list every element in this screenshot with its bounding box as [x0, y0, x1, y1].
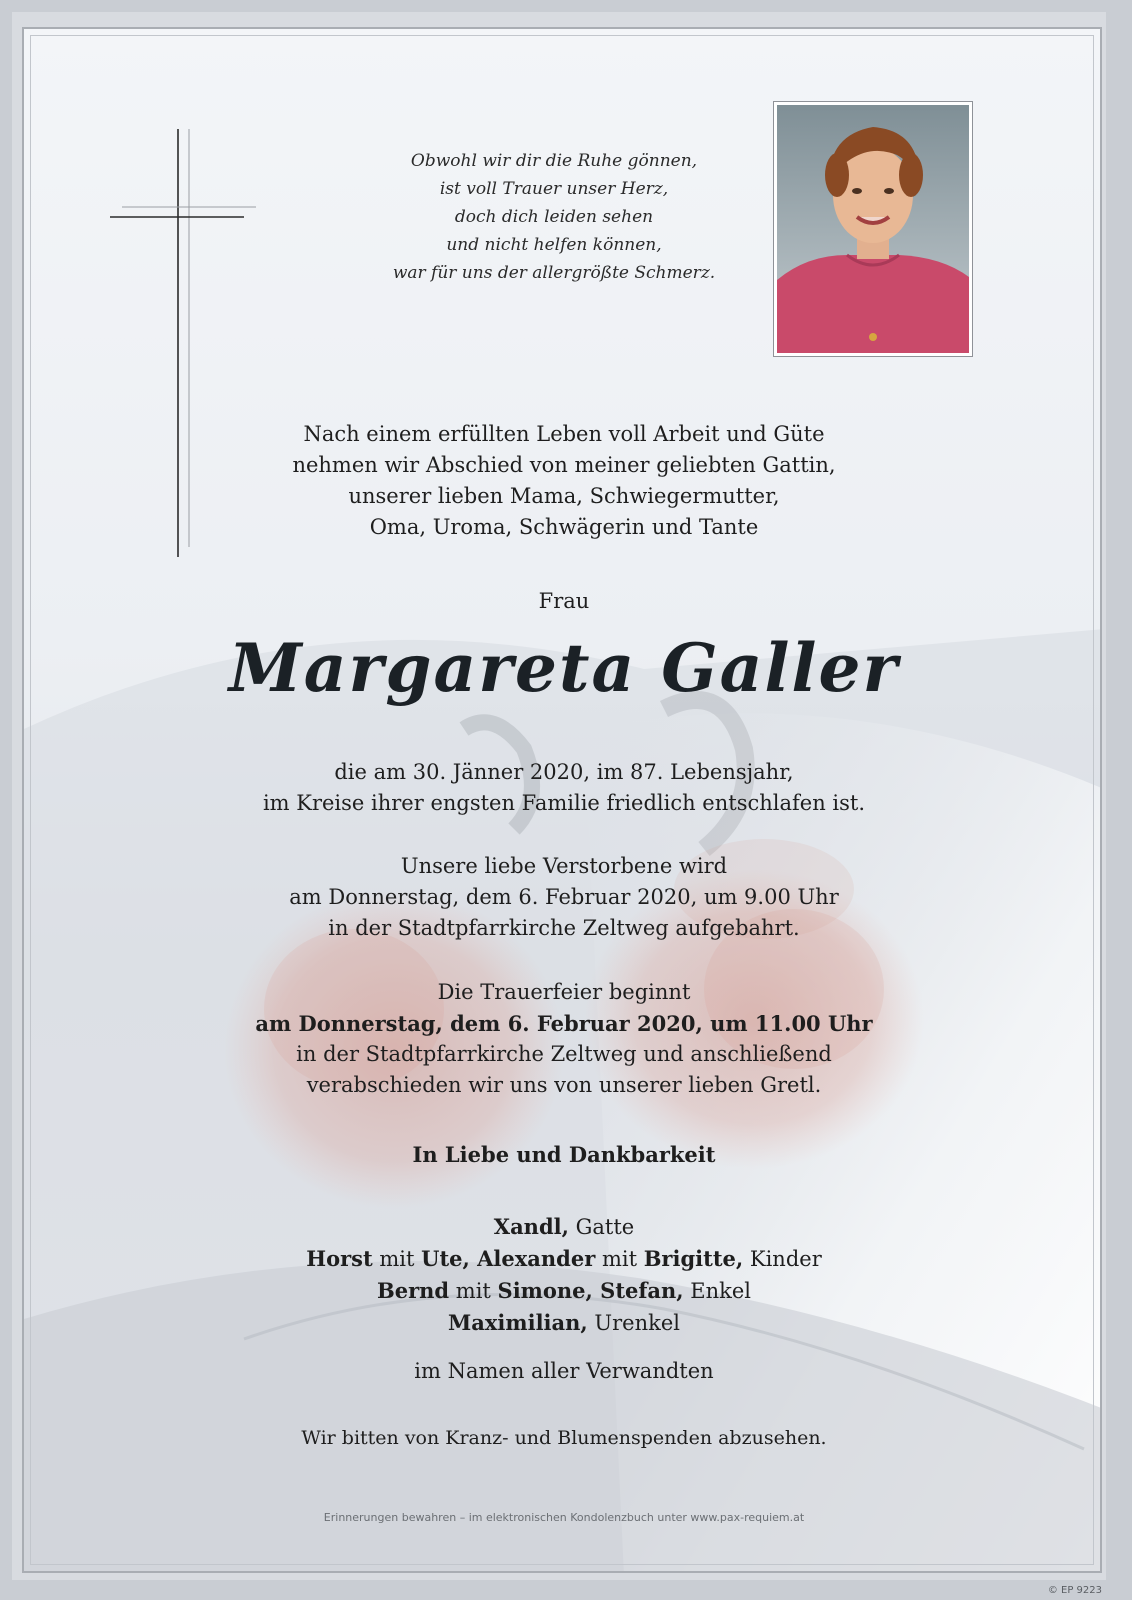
poem	[354, 147, 754, 287]
family-relation: Urenkel	[587, 1311, 680, 1335]
family-name: Brigitte,	[643, 1246, 744, 1271]
family-row-grandchildren	[24, 1275, 1102, 1307]
poem-line: doch dich leiden sehen	[454, 207, 654, 227]
family-relation: Enkel	[683, 1279, 752, 1303]
condolence-footer: Erinnerungen bewahren – im elektronischen Kondolenzbuch unter www.pax-requiem.at	[323, 1511, 805, 1524]
ceremony-line: in der Stadtpfarrkirche Zeltweg und anschließend	[296, 1042, 832, 1066]
ceremony-date-line: am Donnerstag, dem 6. Februar 2020, um 11.00 Uhr	[255, 1011, 873, 1036]
family-row-spouse	[24, 1211, 1102, 1243]
family-connector: mit	[372, 1247, 422, 1271]
death-notice	[24, 757, 1102, 819]
family-name: Simone, Stefan,	[497, 1278, 684, 1303]
family-name: Xandl,	[493, 1214, 569, 1239]
portrait-photo	[773, 101, 973, 357]
family-relation: Kinder	[743, 1247, 822, 1271]
family-list	[24, 1211, 1102, 1339]
family-connector: mit	[595, 1247, 644, 1271]
family-row-greatgrandchildren	[24, 1307, 1102, 1339]
family-relation: Gatte	[568, 1215, 635, 1239]
family-connector: mit	[449, 1279, 498, 1303]
death-line: im Kreise ihrer engsten Familie friedlich entschlafen ist.	[262, 791, 866, 815]
deceased-name: Margareta Galler	[228, 629, 900, 707]
intro-line: unserer lieben Mama, Schwiegermutter,	[348, 484, 780, 508]
poem-line: Obwohl wir dir die Ruhe gönnen,	[410, 151, 698, 171]
poem-line: und nicht helfen können,	[446, 235, 662, 255]
portrait-image	[777, 105, 969, 353]
intro-line: Oma, Uroma, Schwägerin und Tante	[369, 515, 759, 539]
ceremony-line: verabschieden wir uns von unserer lieben Gretl.	[306, 1073, 822, 1097]
viewing-line: am Donnerstag, dem 6. Februar 2020, um 9.00 Uhr	[289, 885, 839, 909]
family-name: Ute, Alexander	[421, 1246, 596, 1271]
poem-line: ist voll Trauer unser Herz,	[439, 179, 669, 199]
flower-request: Wir bitten von Kranz- und Blumenspenden abzusehen.	[301, 1427, 827, 1449]
copyright-mark: © EP 9223	[1047, 1585, 1102, 1596]
family-row-children	[24, 1243, 1102, 1275]
family-name: Horst	[306, 1246, 373, 1271]
viewing-notice	[24, 851, 1102, 944]
thanks-line: In Liebe und Dankbarkeit	[412, 1142, 716, 1167]
salutation: Frau	[538, 589, 590, 613]
relatives-line: im Namen aller Verwandten	[414, 1359, 714, 1383]
viewing-line: Unsere liebe Verstorbene wird	[400, 854, 728, 878]
ceremony-line: Die Trauerfeier beginnt	[437, 980, 691, 1004]
viewing-line: in der Stadtpfarrkirche Zeltweg aufgebahrt.	[328, 916, 800, 940]
intro-line: Nach einem erfüllten Leben voll Arbeit und Güte	[303, 422, 825, 446]
ceremony-notice	[24, 977, 1102, 1101]
intro-text	[24, 419, 1102, 543]
obituary-page	[22, 27, 1102, 1573]
death-line: die am 30. Jänner 2020, im 87. Lebensjahr,	[334, 760, 794, 784]
family-name: Bernd	[376, 1278, 450, 1303]
family-name: Maximilian,	[448, 1310, 588, 1335]
intro-line: nehmen wir Abschied von meiner geliebten Gattin,	[292, 453, 836, 477]
poem-line: war für uns der allergrößte Schmerz.	[392, 263, 716, 283]
